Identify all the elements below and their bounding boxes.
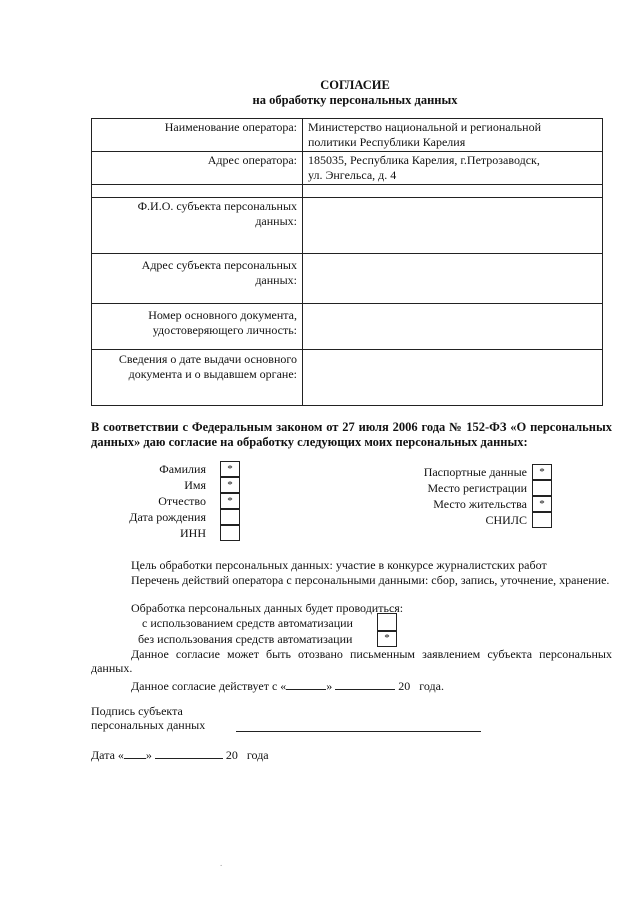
checkbox-patronymic[interactable]: * <box>220 493 240 509</box>
validity-prefix: Данное согласие действует с « <box>131 679 287 693</box>
item-label-residence: Место жительства <box>433 497 527 511</box>
date-month-blank[interactable] <box>155 747 223 759</box>
table-row <box>92 152 603 185</box>
subject-address-label <box>92 254 303 304</box>
operator-address-line-1: 185035, Республика Карелия, г.Петрозаводск, <box>308 153 540 167</box>
checkbox-name[interactable]: * <box>220 477 240 493</box>
operator-name-line-2: политики Республики Карелия <box>308 135 466 149</box>
subject-address-label-line-1: Адрес субъекта персональных <box>141 258 297 272</box>
subject-name-field[interactable] <box>303 198 603 254</box>
date-suffix: года <box>246 748 269 762</box>
operator-address-value <box>303 152 603 185</box>
checkbox-without-automation[interactable]: * <box>377 630 397 647</box>
table-row <box>92 198 603 254</box>
operator-subject-table <box>91 118 603 406</box>
document-label-line-2: удостоверяющего личность: <box>152 323 297 337</box>
issue-label <box>92 350 303 406</box>
spacer-cell <box>303 185 603 198</box>
document-label <box>92 304 303 350</box>
without-automation-label: без использования средств автоматизации <box>138 632 353 646</box>
stray-mark: . <box>220 858 223 868</box>
checkbox-surname[interactable]: * <box>220 461 240 477</box>
validity-year: 20 <box>398 679 411 693</box>
checkbox-registration[interactable] <box>532 480 552 496</box>
spacer-cell <box>92 185 303 198</box>
item-label-inn: ИНН <box>180 526 206 540</box>
table-row <box>92 119 603 152</box>
date-mid: » <box>145 748 152 762</box>
consent-intro: В соответствии с Федеральным законом от 27 июля 2006 года № 152-ФЗ «О персональных данных» даю согласие на обработку следующих моих персональных данных: <box>91 420 612 449</box>
document-label-line-1: Номер основного документа, <box>148 308 297 322</box>
operator-address-label: Адрес оператора: <box>92 152 303 185</box>
processing-purpose: Цель обработки персональных данных: участие в конкурсе журналистских работ <box>131 558 547 572</box>
issue-field[interactable] <box>303 350 603 406</box>
item-label-surname: Фамилия <box>159 462 206 476</box>
item-label-patronymic: Отчество <box>158 494 206 508</box>
operator-name-line-1: Министерство национальной и региональной <box>308 120 541 134</box>
table-row <box>92 350 603 406</box>
operator-address-line-2: ул. Энгельса, д. 4 <box>308 168 397 182</box>
validity-line <box>131 678 444 694</box>
document-title: СОГЛАСИЕ <box>320 78 390 92</box>
item-label-passport: Паспортные данные <box>423 465 527 479</box>
validity-day-blank[interactable] <box>286 678 326 690</box>
item-label-name: Имя <box>184 478 206 492</box>
subject-name-label <box>92 198 303 254</box>
revocation-statement: Данное согласие может быть отозвано письменным заявлением субъекта персональных данных. <box>91 647 612 675</box>
date-line <box>91 747 269 763</box>
subject-name-label-line-1: Ф.И.О. субъекта персональных <box>137 199 297 213</box>
signature-label-line-1: Подпись субъекта <box>91 704 183 718</box>
document-subtitle: на обработку персональных данных <box>252 93 458 107</box>
validity-suffix: года. <box>419 679 444 693</box>
subject-name-label-line-2: данных: <box>255 214 297 228</box>
issue-label-line-1: Сведения о дате выдачи основного <box>118 352 297 366</box>
date-year: 20 <box>225 748 238 762</box>
validity-month-blank[interactable] <box>335 678 395 690</box>
checkbox-residence[interactable]: * <box>532 496 552 512</box>
subject-address-field[interactable] <box>303 254 603 304</box>
subject-address-label-line-2: данных: <box>255 273 297 287</box>
checkbox-snils[interactable] <box>532 512 552 528</box>
item-label-birthdate: Дата рождения <box>129 510 206 524</box>
issue-label-line-2: документа и о выдавшем органе: <box>128 367 297 381</box>
with-automation-label: с использованием средств автоматизации <box>142 616 353 630</box>
validity-mid: » <box>326 679 333 693</box>
table-row-spacer <box>92 185 603 198</box>
operator-actions: Перечень действий оператора с персональными данными: сбор, запись, уточнение, хранение. <box>131 573 610 587</box>
signature-line[interactable] <box>236 731 481 732</box>
signature-label-line-2: персональных данных <box>91 718 206 732</box>
table-row <box>92 304 603 350</box>
operator-name-value <box>303 119 603 152</box>
item-label-registration: Место регистрации <box>427 481 527 495</box>
operator-name-label: Наименование оператора: <box>92 119 303 152</box>
checkbox-birthdate[interactable] <box>220 509 240 525</box>
table-row <box>92 254 603 304</box>
processing-mode-heading: Обработка персональных данных будет проводиться: <box>131 601 404 615</box>
checkbox-inn[interactable] <box>220 525 240 541</box>
date-day-blank[interactable] <box>124 747 146 759</box>
document-field[interactable] <box>303 304 603 350</box>
date-prefix: Дата « <box>91 748 124 762</box>
item-label-snils: СНИЛС <box>485 513 527 527</box>
checkbox-passport[interactable]: * <box>532 464 552 480</box>
